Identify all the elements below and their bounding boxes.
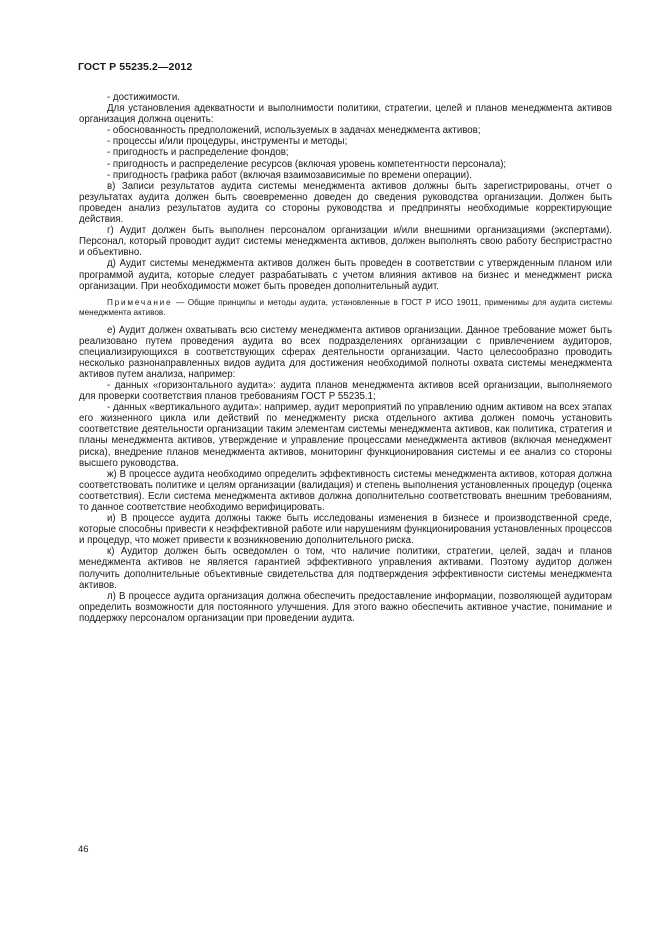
- note-label: Примечание: [107, 297, 173, 307]
- list-item: - пригодность графика работ (включая взаимозависимые по времени операции).: [107, 169, 472, 181]
- page-number: 46: [78, 844, 89, 855]
- body-paragraph: к) Аудитор должен быть осведомлен о том, что наличие политики, стратегии, целей, задач и планов менеджмента активов не является гарантией эффективного управления активами. Поэтому аудитор должен получить дополнительные объективные свидетельства для подтверждения эффективности системы менеджмента активов.: [79, 546, 612, 591]
- list-item: - данных «вертикального аудита»: например, аудит мероприятий по управлению одним активом на всех этапах его жизненного цикла или действий по менеджменту риска отдельного актива должен помочь установить соответствие деятельности организации таким элементам системы менеджмента активов, как политика, стратегия и планы менеджмента активов, утверждение и управление процессами менеджмента активов (включая менеджмент риска), внедрение планов менеджмента активов, мониторинг функционирования системы и ее анализ со стороны высшего руководства.: [79, 402, 612, 469]
- body-paragraph: - достижимости.: [107, 92, 180, 103]
- list-item: - пригодность и распределение ресурсов (включая уровень компетентности персонала);: [107, 158, 507, 170]
- body-paragraph: и) В процессе аудита должны также быть исследованы изменения в бизнесе и производственной среде, которые способны привести к неэффективной работе или нарушениям функционирования установленных процессов и процедур, что может привести к возникновению дополнительного риска.: [79, 513, 612, 547]
- body-paragraph: в) Записи результатов аудита системы менеджмента активов должны быть зарегистрированы, отчет о результатах аудита должен быть своевременно доведен до сведения руководства организации. Должен быть проведен анализ результатов аудита со стороны руководства и предприняты необходимые корректирующие действия.: [79, 180, 612, 226]
- body-paragraph: г) Аудит должен быть выполнен персоналом организации и/или внешними организациями (экспертами). Персонал, который проводит аудит системы менеджмента активов, должен выполнять свою работу беспристрастно и объективно.: [79, 225, 612, 259]
- list-item: - обоснованность предположений, используемых в задачах менеджмента активов;: [107, 125, 481, 137]
- document-body: [79, 92, 612, 624]
- body-paragraph: л) В процессе аудита организация должна обеспечить предоставление информации, позволяющей аудиторам определить возможности для постоянного улучшения. Для этого важно обеспечить активное участие, понимание и поддержку персоналом организации при проведении аудита.: [79, 590, 612, 624]
- note-text: — Общие принципы и методы аудита, установленные в ГОСТ Р ИСО 19011, применимы для аудита системы менеджмента активов.: [79, 297, 612, 318]
- list-item: - процессы и/или процедуры, инструменты и методы;: [107, 136, 348, 148]
- document-header: ГОСТ Р 55235.2—2012: [78, 61, 193, 73]
- list-item: - данных «горизонтального аудита»: аудита планов менеджмента активов всей организации, выполняемого для проверки соответствия планов требованиям ГОСТ Р 55235.1;: [79, 379, 612, 403]
- body-paragraph: ж) В процессе аудита необходимо определить эффективность системы менеджмента активов, которая должна соответствовать политике и целям организации (валидация) и степень выполнения установленных процедур (оценка соответствия). Если система менеджмента активов должна дополнительно соответствовать внешним требованиям, то данное соответствие необходимо верифицировать.: [79, 468, 612, 513]
- list-item: - пригодность и распределение фондов;: [107, 147, 289, 159]
- body-paragraph: е) Аудит должен охватывать всю систему менеджмента активов организации. Данное требование может быть реализовано путем проведения аудита во всех подразделениях организации с привлечением аудиторов, специализирующихся в соответствующих сферах деятельности организации. Часто целесообразно проводить несколько разнонаправленных видов аудита для достижения необходимой полноты охвата системы менеджмента активов путем анализа, например:: [79, 324, 612, 380]
- body-paragraph: Для установления адекватности и выполнимости политики, стратегии, целей и планов менеджмента активов организация должна оценить:: [79, 103, 612, 126]
- body-paragraph: д) Аудит системы менеджмента активов должен быть проведен в соответствии с утвержденным планом или программой аудита, которые следует разрабатывать с учетом влияния активов на бизнес и менеджмент риска организации. При необходимости может быть проведен дополнительный аудит.: [79, 258, 612, 292]
- note-paragraph: [79, 298, 612, 319]
